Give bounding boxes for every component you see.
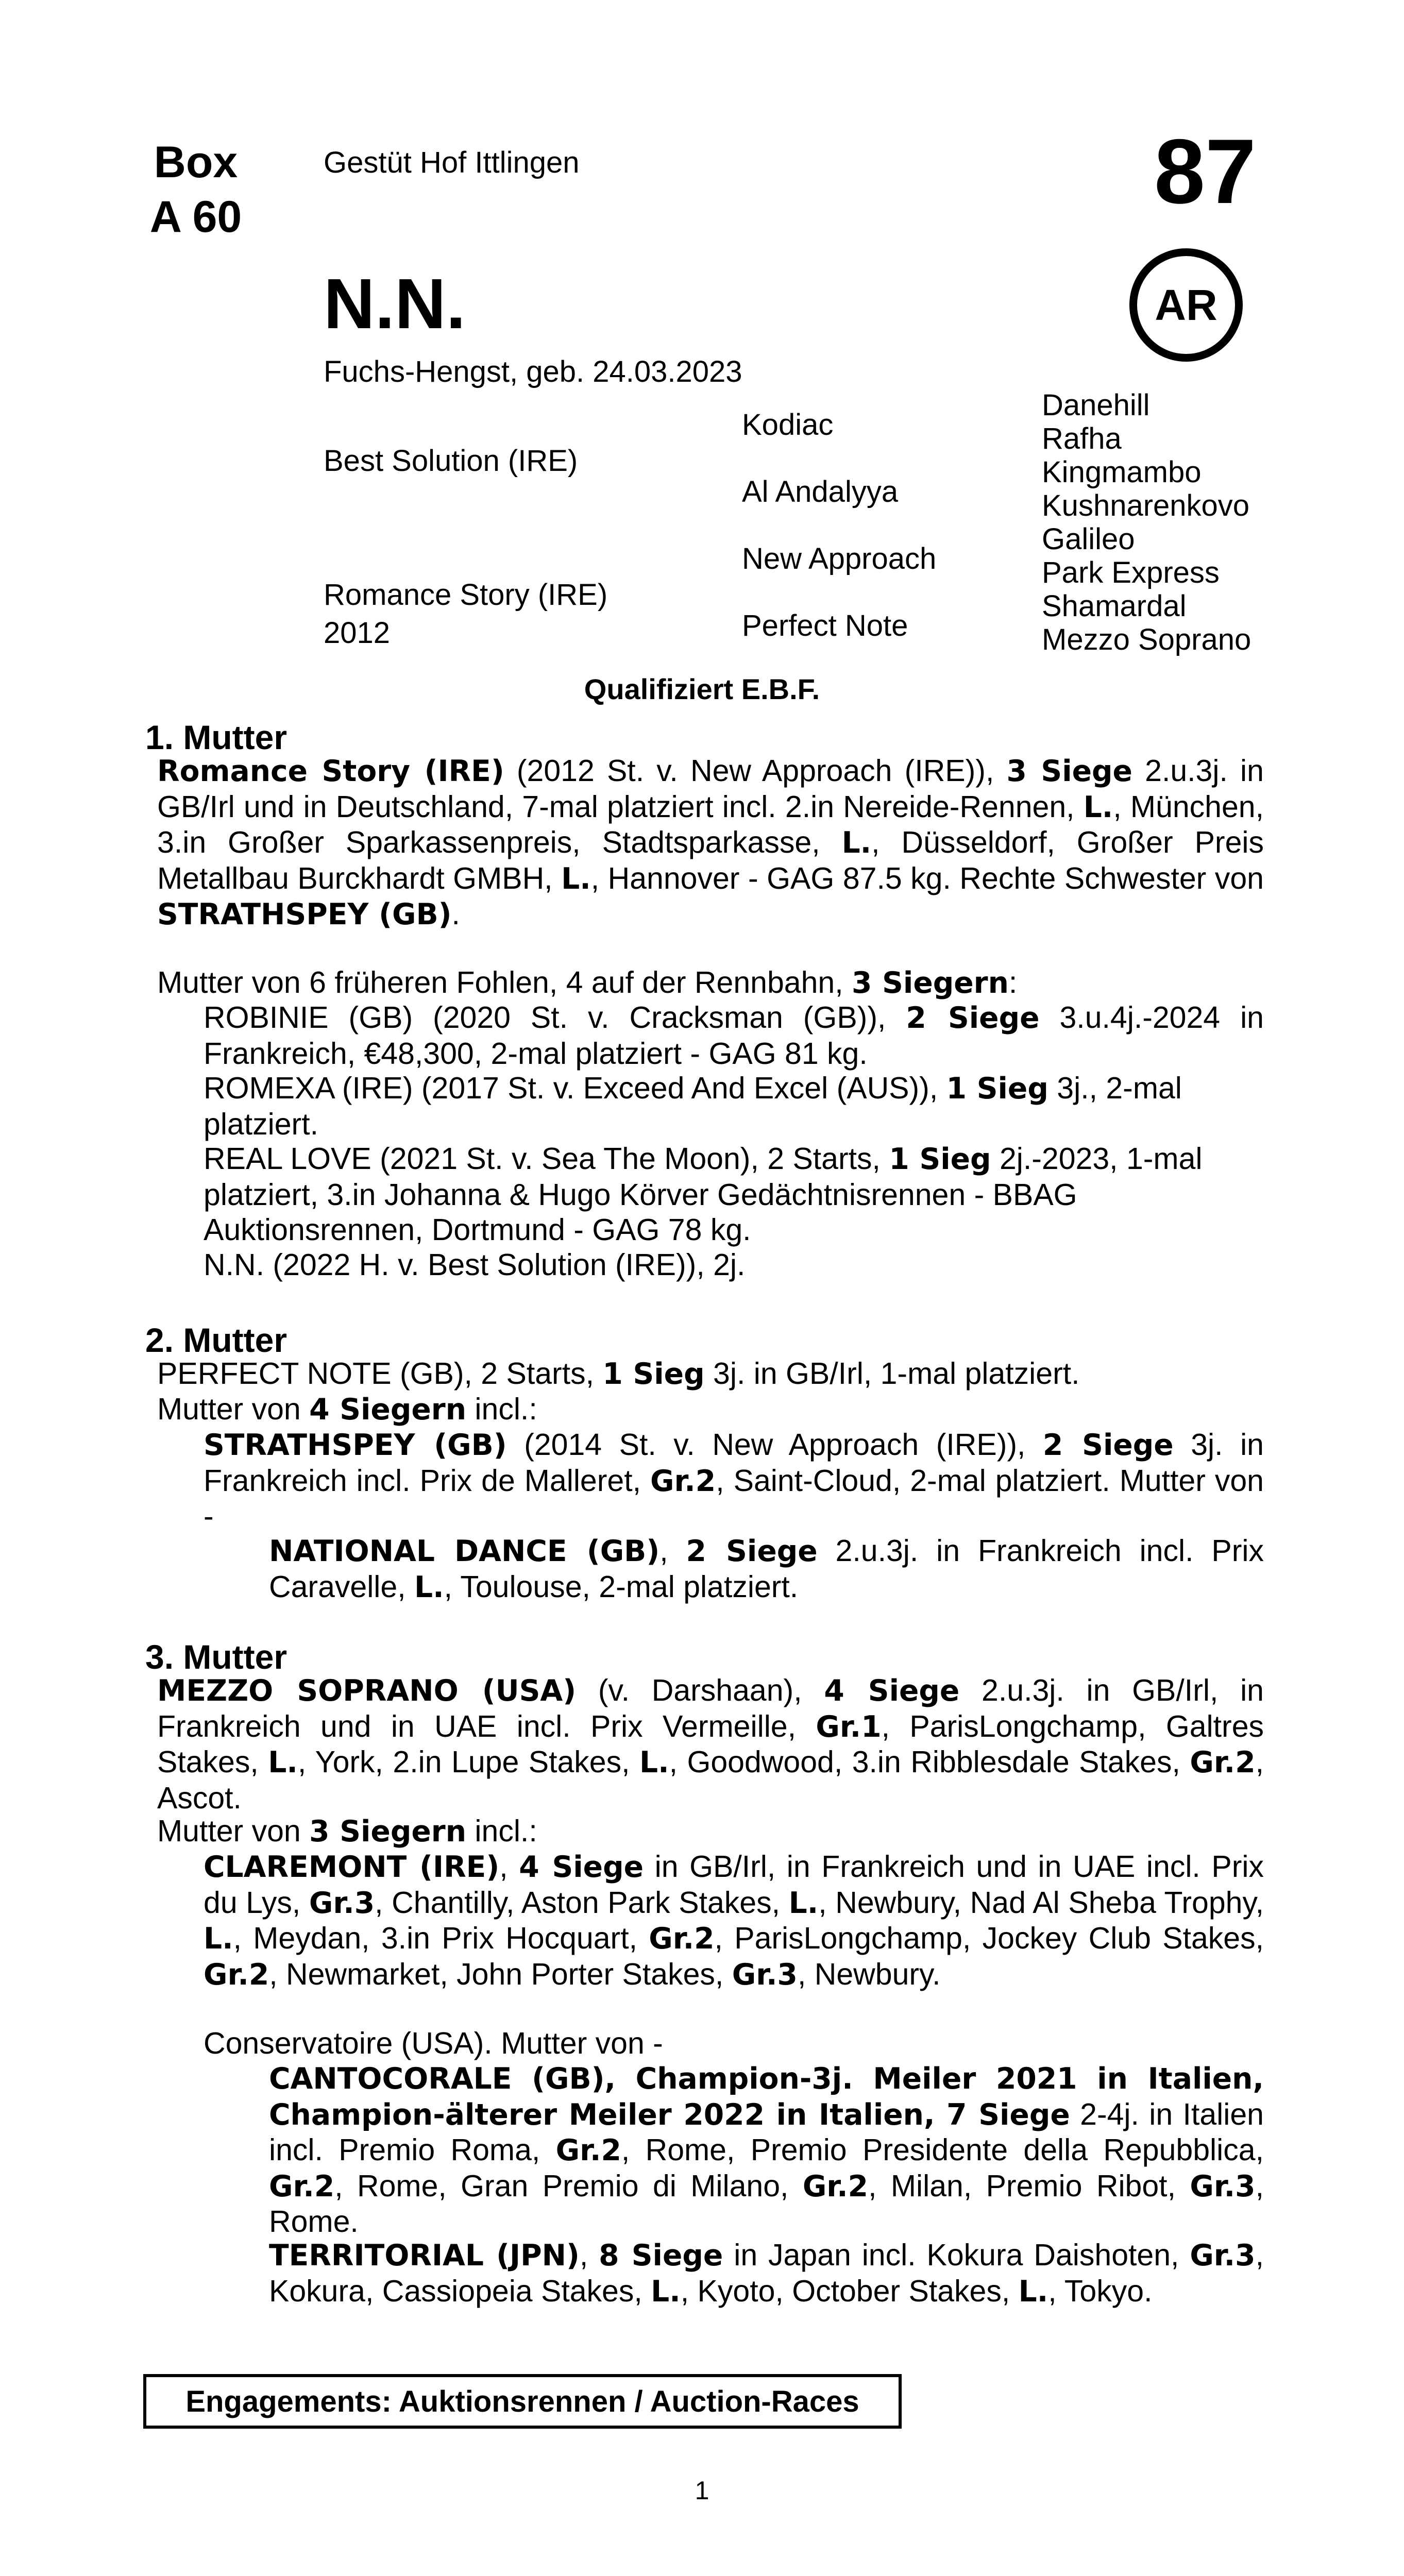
sibling-name: STRATHSPEY (GB) xyxy=(157,897,452,931)
pedigree-great-grandparent: Kingmambo xyxy=(1042,455,1202,489)
third-dam-heading: 3. Mutter xyxy=(145,1638,287,1676)
foal-entry: ROMEXA (IRE) (2017 St. v. Exceed And Excel (AUS)), 1 Sieg 3j., 2-mal platziert. xyxy=(204,1071,1182,1141)
foal-entry: ROBINIE (GB) (2020 St. v. Cracksman (GB)), 2 Siege 3.u.4j.-2024 in Frankreich, €48,300, 2-mal platziert - GAG 81 kg. xyxy=(204,1001,1264,1071)
first-dam-produce: Mutter von 6 früheren Fohlen, 4 auf der Rennbahn, 3 Siegern: xyxy=(157,965,1018,1000)
listed-marker: L. xyxy=(1083,790,1113,824)
second-dam-heading: 2. Mutter xyxy=(145,1321,287,1359)
pedigree-sire: Best Solution (IRE) xyxy=(324,444,578,478)
second-dam-produce: Mutter von 4 Siegern incl.: xyxy=(157,1392,537,1427)
first-dam-record: Romance Story (IRE) (2012 St. v. New Approach (IRE)), 3 Siege 2.u.3j. in GB/Irl und in Deutschland, 7-mal platziert incl. 2.in Nereide-Rennen, L., München, 3.in Großer Sparkassenpreis, Stadtsparkasse, L., Düsseldorf, Großer Preis Metallbau Burckhardt GMBH, L., Hannover - GAG 87.5 kg. Rechte Schwester von STRATHSPEY (GB). xyxy=(157,754,1264,931)
horse-name: N.N. xyxy=(324,264,466,344)
foal-entry: REAL LOVE (2021 St. v. Sea The Moon), 2 Starts, 1 Sieg 2j.-2023, 1-mal platziert, 3.in Johanna & Hugo Körver Gedächtnisrennen - BBAG Auktionsrennen, Dortmund - GAG 78 kg. xyxy=(204,1142,1203,1247)
pedigree-great-grandparent: Shamardal xyxy=(1042,589,1187,623)
ar-badge-text: AR xyxy=(1155,280,1217,329)
listed-marker: L. xyxy=(561,861,591,896)
breeder-name: Gestüt Hof Ittlingen xyxy=(324,146,580,179)
ar-badge xyxy=(1129,248,1243,362)
qualification-note: Qualifiziert E.B.F. xyxy=(584,673,820,705)
page-number: 1 xyxy=(695,2476,709,2505)
produce-entry: TERRITORIAL (JPN), 8 Siege in Japan incl. Kokura Daishoten, Gr.3, Kokura, Cassiopeia Stakes, L., Kyoto, October Stakes, L., Tokyo. xyxy=(269,2238,1264,2309)
pedigree-dam: Romance Story (IRE) xyxy=(324,578,608,612)
horse-description: Fuchs-Hengst, geb. 24.03.2023 xyxy=(324,355,742,388)
catalogue-number: 87 xyxy=(1154,120,1256,223)
engagements-text: Engagements: Auktionsrennen / Auction-Races xyxy=(185,2384,859,2418)
box-label-line1: Box xyxy=(154,138,238,187)
pedigree-great-grandparent: Galileo xyxy=(1042,522,1135,556)
pedigree-great-grandparent: Danehill xyxy=(1042,388,1150,422)
pedigree-grandparent: Kodiac xyxy=(742,408,834,442)
produce-entry: CANTOCORALE (GB), Champion-3j. Meiler 2021 in Italien, Champion-älterer Meiler 2022 in Italien, 7 Siege 2-4j. in Italien incl. Premio Roma, Gr.2, Rome, Premio Presidente della Repubblica, Gr.2, Rome, Gran Premio di Milano, Gr.2, Milan, Premio Ribot, Gr.3, Rome. xyxy=(269,2062,1264,2239)
produce-entry: NATIONAL DANCE (GB), 2 Siege 2.u.3j. in Frankreich incl. Prix Caravelle, L., Toulouse, 2-mal platziert. xyxy=(269,1534,1264,1604)
listed-marker: L. xyxy=(841,826,872,860)
pedigree-grandparent: Perfect Note xyxy=(742,609,908,642)
produce-entry: CLAREMONT (IRE), 4 Siege in GB/Irl, in Frankreich und in UAE incl. Prix du Lys, Gr.3, Chantilly, Aston Park Stakes, L., Newbury, Nad Al Sheba Trophy, L., Meydan, 3.in Prix Hocquart, Gr.2, ParisLongchamp, Jockey Club Stakes, Gr.2, Newmarket, John Porter Stakes, Gr.3, Newbury. xyxy=(204,1850,1264,1992)
box-location xyxy=(144,135,247,244)
first-dam-name: Romance Story (IRE) xyxy=(157,754,504,788)
second-dam-record: PERFECT NOTE (GB), 2 Starts, 1 Sieg 3j. in GB/Irl, 1-mal platziert. xyxy=(157,1357,1080,1391)
box-label-line2: A 60 xyxy=(149,192,242,242)
foal-entry: N.N. (2022 H. v. Best Solution (IRE)), 2j. xyxy=(204,1248,746,1282)
third-dam-record: MEZZO SOPRANO (USA) (v. Darshaan), 4 Siege 2.u.3j. in GB/Irl, in Frankreich und in UAE incl. Prix Vermeille, Gr.1, ParisLongchamp, Galtres Stakes, L., York, 2.in Lupe Stakes, L., Goodwood, 3.in Ribblesdale Stakes, Gr.2, Ascot. xyxy=(157,1673,1264,1815)
pedigree-dam-year: 2012 xyxy=(324,616,391,650)
wins: 3 Siege xyxy=(1006,754,1132,788)
pedigree-grandparent: New Approach xyxy=(742,542,937,575)
pedigree-great-grandparent: Rafha xyxy=(1042,422,1122,455)
produce-entry: STRATHSPEY (GB) (2014 St. v. New Approach (IRE)), 2 Siege 3j. in Frankreich incl. Prix de Malleret, Gr.2, Saint-Cloud, 2-mal platziert. Mutter von - xyxy=(204,1428,1264,1533)
engagements-box xyxy=(143,2374,902,2429)
produce-entry: Conservatoire (USA). Mutter von - xyxy=(204,2026,663,2060)
third-dam-produce: Mutter von 3 Siegern incl.: xyxy=(157,1814,537,1849)
first-dam-heading: 1. Mutter xyxy=(145,718,287,756)
pedigree-great-grandparent: Kushnarenkovo xyxy=(1042,489,1250,522)
pedigree-grandparent: Al Andalyya xyxy=(742,475,899,509)
pedigree-great-grandparent: Mezzo Soprano xyxy=(1042,623,1251,656)
pedigree-great-grandparent: Park Express xyxy=(1042,556,1220,589)
